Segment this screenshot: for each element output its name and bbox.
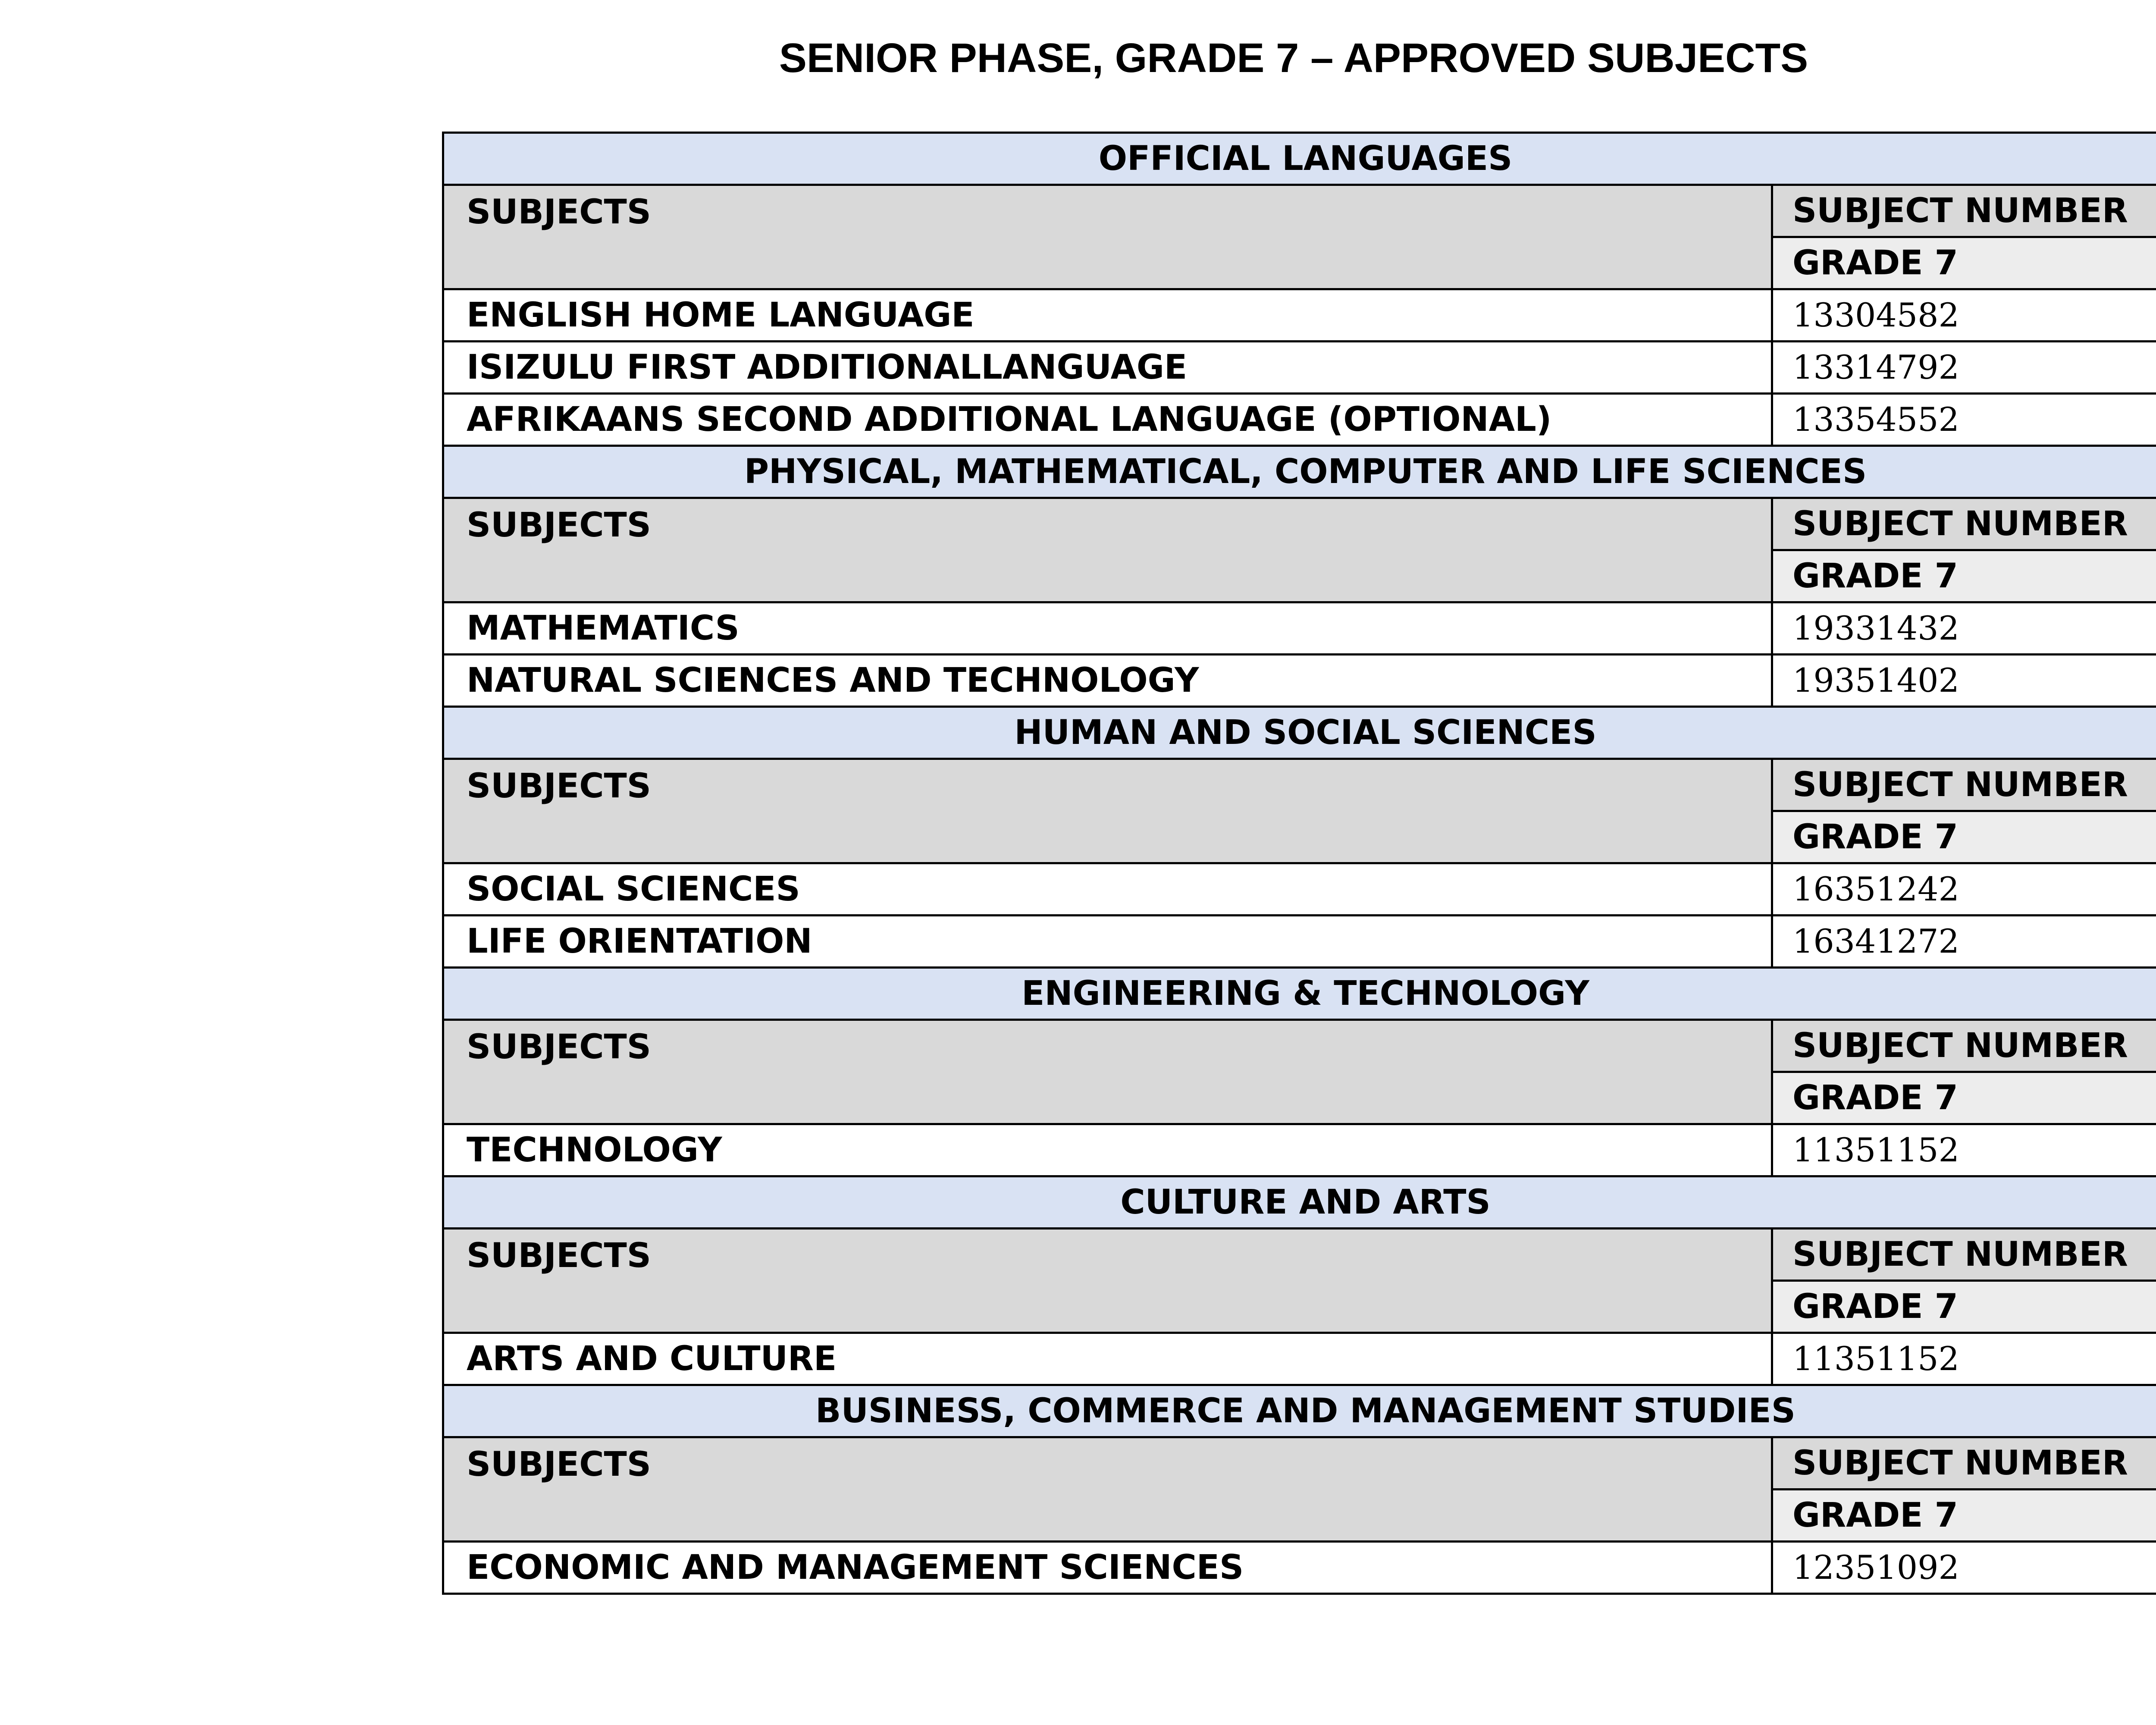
section-heading: CULTURE AND ARTS bbox=[443, 1176, 2156, 1229]
table-row bbox=[443, 342, 2156, 394]
subject-number-column-header: SUBJECT NUMBER bbox=[1772, 1229, 2156, 1281]
subjects-column-header: SUBJECTS bbox=[443, 1020, 1772, 1124]
subject-number: 13354552 bbox=[1772, 394, 2156, 446]
subject-number-column-header: SUBJECT NUMBER bbox=[1772, 498, 2156, 550]
column-header-row bbox=[443, 185, 2156, 237]
grade-column-header: GRADE 7 bbox=[1772, 1490, 2156, 1542]
subject-name: SOCIAL SCIENCES bbox=[443, 863, 1772, 916]
subject-name: MATHEMATICS bbox=[443, 602, 1772, 655]
table-row bbox=[443, 289, 2156, 342]
section-heading: BUSINESS, COMMERCE AND MANAGEMENT STUDIES bbox=[443, 1385, 2156, 1437]
column-header-row bbox=[443, 1229, 2156, 1281]
grade-column-header: GRADE 7 bbox=[1772, 550, 2156, 602]
section-heading: PHYSICAL, MATHEMATICAL, COMPUTER AND LIFE SCIENCES bbox=[443, 446, 2156, 498]
subject-number: 19351402 bbox=[1772, 655, 2156, 707]
subjects-column-header: SUBJECTS bbox=[443, 1229, 1772, 1333]
grade-column-header: GRADE 7 bbox=[1772, 237, 2156, 289]
table-row bbox=[443, 1124, 2156, 1176]
subjects-column-header: SUBJECTS bbox=[443, 498, 1772, 602]
subject-number-column-header: SUBJECT NUMBER bbox=[1772, 1437, 2156, 1490]
subject-name: ENGLISH HOME LANGUAGE bbox=[443, 289, 1772, 342]
column-header-row bbox=[443, 759, 2156, 811]
subject-number-column-header: SUBJECT NUMBER bbox=[1772, 1020, 2156, 1072]
subject-number: 19331432 bbox=[1772, 602, 2156, 655]
column-header-row bbox=[443, 1020, 2156, 1072]
grade-column-header: GRADE 7 bbox=[1772, 1281, 2156, 1333]
subject-number: 12351092 bbox=[1772, 1542, 2156, 1594]
table-row bbox=[443, 394, 2156, 446]
section-header-row bbox=[443, 133, 2156, 185]
subject-number-column-header: SUBJECT NUMBER bbox=[1772, 185, 2156, 237]
subjects-column-header: SUBJECTS bbox=[443, 185, 1772, 289]
subject-number: 11351152 bbox=[1772, 1124, 2156, 1176]
table-row bbox=[443, 863, 2156, 916]
table-row bbox=[443, 602, 2156, 655]
table-row bbox=[443, 1333, 2156, 1385]
section-header-row bbox=[443, 968, 2156, 1020]
section-header-row bbox=[443, 707, 2156, 759]
table-body bbox=[443, 133, 2156, 1594]
approved-subjects-table bbox=[442, 132, 2156, 1595]
table-row bbox=[443, 1542, 2156, 1594]
subject-name: AFRIKAANS SECOND ADDITIONAL LANGUAGE (OPTIONAL) bbox=[443, 394, 1772, 446]
section-header-row bbox=[443, 446, 2156, 498]
section-heading: ENGINEERING & TECHNOLOGY bbox=[443, 968, 2156, 1020]
section-header-row bbox=[443, 1385, 2156, 1437]
subject-name: ECONOMIC AND MANAGEMENT SCIENCES bbox=[443, 1542, 1772, 1594]
subject-name: NATURAL SCIENCES AND TECHNOLOGY bbox=[443, 655, 1772, 707]
section-heading: OFFICIAL LANGUAGES bbox=[443, 133, 2156, 185]
subject-name: ISIZULU FIRST ADDITIONALLANGUAGE bbox=[443, 342, 1772, 394]
subject-name: TECHNOLOGY bbox=[443, 1124, 1772, 1176]
subjects-column-header: SUBJECTS bbox=[443, 759, 1772, 863]
table-row bbox=[443, 916, 2156, 968]
subject-number: 13314792 bbox=[1772, 342, 2156, 394]
subject-number: 16341272 bbox=[1772, 916, 2156, 968]
grade-column-header: GRADE 7 bbox=[1772, 811, 2156, 863]
column-header-row bbox=[443, 1437, 2156, 1490]
subject-name: ARTS AND CULTURE bbox=[443, 1333, 1772, 1385]
subjects-column-header: SUBJECTS bbox=[443, 1437, 1772, 1542]
column-header-row bbox=[443, 498, 2156, 550]
subject-number: 16351242 bbox=[1772, 863, 2156, 916]
subject-number-column-header: SUBJECT NUMBER bbox=[1772, 759, 2156, 811]
section-heading: HUMAN AND SOCIAL SCIENCES bbox=[443, 707, 2156, 759]
section-header-row bbox=[443, 1176, 2156, 1229]
table-row bbox=[443, 655, 2156, 707]
grade-column-header: GRADE 7 bbox=[1772, 1072, 2156, 1124]
subject-number: 11351152 bbox=[1772, 1333, 2156, 1385]
page-title: SENIOR PHASE, GRADE 7 – APPROVED SUBJECTS bbox=[779, 35, 1808, 81]
subject-number: 13304582 bbox=[1772, 289, 2156, 342]
subject-name: LIFE ORIENTATION bbox=[443, 916, 1772, 968]
